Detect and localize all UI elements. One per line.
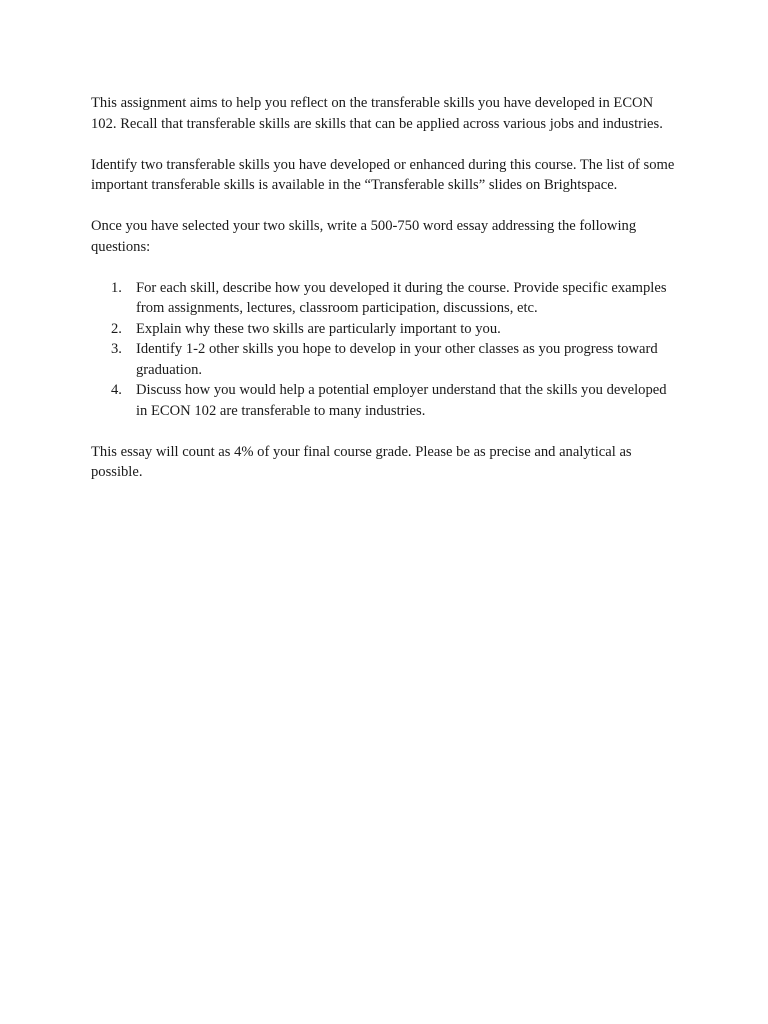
essay-prompt-paragraph: Once you have selected your two skills, write a 500-750 word essay addressing the following questions: — [91, 218, 637, 255]
question-text: For each skill, describe how you developed it during the course. Provide specific examples from assignments, lectures, classroom participation, discussions, etc. — [136, 279, 667, 316]
question-number: 4. — [111, 382, 122, 398]
question-number: 1. — [111, 279, 122, 296]
assignment-body — [91, 93, 681, 503]
question-text: Explain why these two skills are particularly important to you. — [136, 320, 501, 337]
question-text: Identify 1-2 other skills you hope to develop in your other classes as you progress toward graduation. — [136, 341, 658, 378]
question-number: 3. — [111, 341, 122, 357]
question-item — [91, 319, 681, 340]
question-item — [91, 339, 681, 380]
question-item — [91, 278, 681, 319]
intro-paragraph: This assignment aims to help you reflect on the transferable skills you have developed in ECON 102. Recall that transferable skills are skills that can be applied across various jobs and industries. — [91, 95, 663, 132]
question-number: 2. — [111, 320, 122, 337]
grading-note-paragraph: This essay will count as 4% of your final course grade. Please be as precise and analytical as possible. — [91, 443, 632, 480]
question-item — [91, 380, 681, 421]
instructions-paragraph: Identify two transferable skills you have developed or enhanced during this course. The list of some important transferable skills is available in the “Transferable skills” slides on Brightspace. — [91, 156, 675, 193]
question-list — [91, 278, 681, 422]
question-text: Discuss how you would help a potential employer understand that the skills you developed in ECON 102 are transferable to many industries. — [136, 382, 667, 419]
